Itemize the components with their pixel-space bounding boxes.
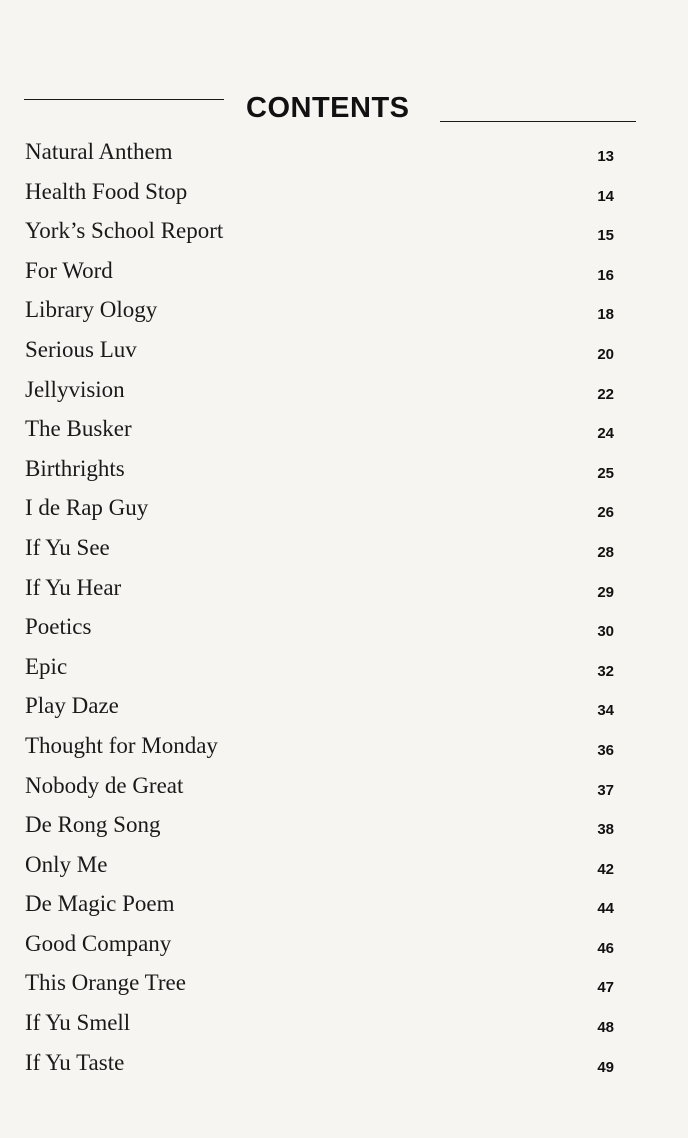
toc-entry-title: Play Daze (25, 693, 119, 719)
toc-entry (0, 134, 688, 174)
toc-entry (0, 965, 688, 1005)
toc-entry-title: Thought for Monday (25, 732, 218, 758)
toc-entry (0, 213, 688, 253)
toc-entry-title: Natural Anthem (25, 139, 173, 164)
toc-entry (0, 451, 688, 491)
toc-entry-page-number: 25 (597, 464, 614, 482)
contents-heading: CONTENTS (246, 92, 410, 124)
toc-entry-title: Good Company (25, 930, 172, 956)
toc-entry (0, 174, 688, 214)
toc-entry (0, 332, 688, 372)
toc-entry (0, 807, 688, 847)
toc-entry-title: De Magic Poem (25, 891, 175, 917)
toc-entry-page-number: 44 (597, 900, 614, 918)
toc-entry (0, 728, 688, 768)
toc-entry (0, 649, 688, 689)
toc-entry-title: The Busker (25, 416, 132, 442)
table-of-contents (0, 134, 688, 1084)
toc-entry-title: Birthrights (25, 455, 125, 481)
toc-entry-page-number: 18 (597, 306, 614, 324)
toc-entry-page-number: 47 (597, 979, 614, 997)
toc-entry-page-number: 26 (597, 504, 614, 522)
toc-entry (0, 886, 688, 926)
toc-entry-page-number: 34 (597, 702, 614, 720)
toc-entry-page-number: 48 (597, 1019, 614, 1037)
toc-entry-page-number: 49 (597, 1058, 614, 1076)
toc-entry-title: Epic (25, 653, 68, 679)
toc-entry-title: If Yu Taste (25, 1049, 125, 1075)
toc-entry-title: I de Rap Guy (25, 495, 149, 521)
toc-entry-page-number: 13 (597, 148, 614, 165)
toc-entry (0, 926, 688, 966)
heading-rule-left (24, 99, 224, 100)
toc-entry-title: If Yu Hear (25, 574, 122, 600)
toc-entry-page-number: 36 (597, 741, 614, 759)
toc-entry-title: Jellyvision (25, 376, 125, 402)
toc-entry-title: This Orange Tree (25, 970, 186, 996)
toc-entry (0, 768, 688, 808)
toc-entry-page-number: 29 (597, 583, 614, 601)
toc-entry-page-number: 46 (597, 939, 614, 957)
toc-entry-title: Only Me (25, 851, 108, 877)
toc-entry-page-number: 28 (597, 543, 614, 561)
toc-entry-title: If Yu Smell (25, 1010, 131, 1036)
toc-entry (0, 570, 688, 610)
toc-entry-title: Poetics (25, 614, 92, 640)
toc-entry (0, 609, 688, 649)
toc-entry-page-number: 37 (597, 781, 614, 799)
toc-entry-page-number: 15 (597, 227, 614, 245)
toc-entry-page-number: 42 (597, 860, 614, 878)
toc-entry-title: If Yu See (25, 534, 110, 560)
toc-entry (0, 372, 688, 412)
toc-entry (0, 688, 688, 728)
toc-entry (0, 847, 688, 887)
toc-entry (0, 530, 688, 570)
toc-entry-title: Serious Luv (25, 336, 137, 362)
toc-entry-title: De Rong Song (25, 812, 161, 838)
toc-entry-title: For Word (25, 257, 113, 283)
toc-entry-page-number: 14 (597, 187, 614, 205)
toc-entry (0, 253, 688, 293)
toc-entry-page-number: 20 (597, 345, 614, 363)
toc-entry (0, 1005, 688, 1045)
toc-entry-page-number: 30 (597, 623, 614, 641)
toc-entry-page-number: 22 (597, 385, 614, 403)
toc-entry-page-number: 38 (597, 821, 614, 839)
toc-entry-title: Nobody de Great (25, 772, 184, 798)
toc-entry-title: Library Ology (25, 297, 158, 323)
toc-entry-page-number: 24 (597, 425, 614, 443)
toc-entry (0, 411, 688, 451)
toc-entry-page-number: 32 (597, 662, 614, 680)
toc-entry-title: York’s School Report (25, 218, 224, 244)
toc-entry (0, 1045, 688, 1085)
heading-rule-right (440, 121, 636, 122)
toc-entry-page-number: 16 (597, 266, 614, 284)
toc-entry (0, 490, 688, 530)
toc-entry (0, 292, 688, 332)
toc-entry-title: Health Food Stop (25, 178, 188, 204)
